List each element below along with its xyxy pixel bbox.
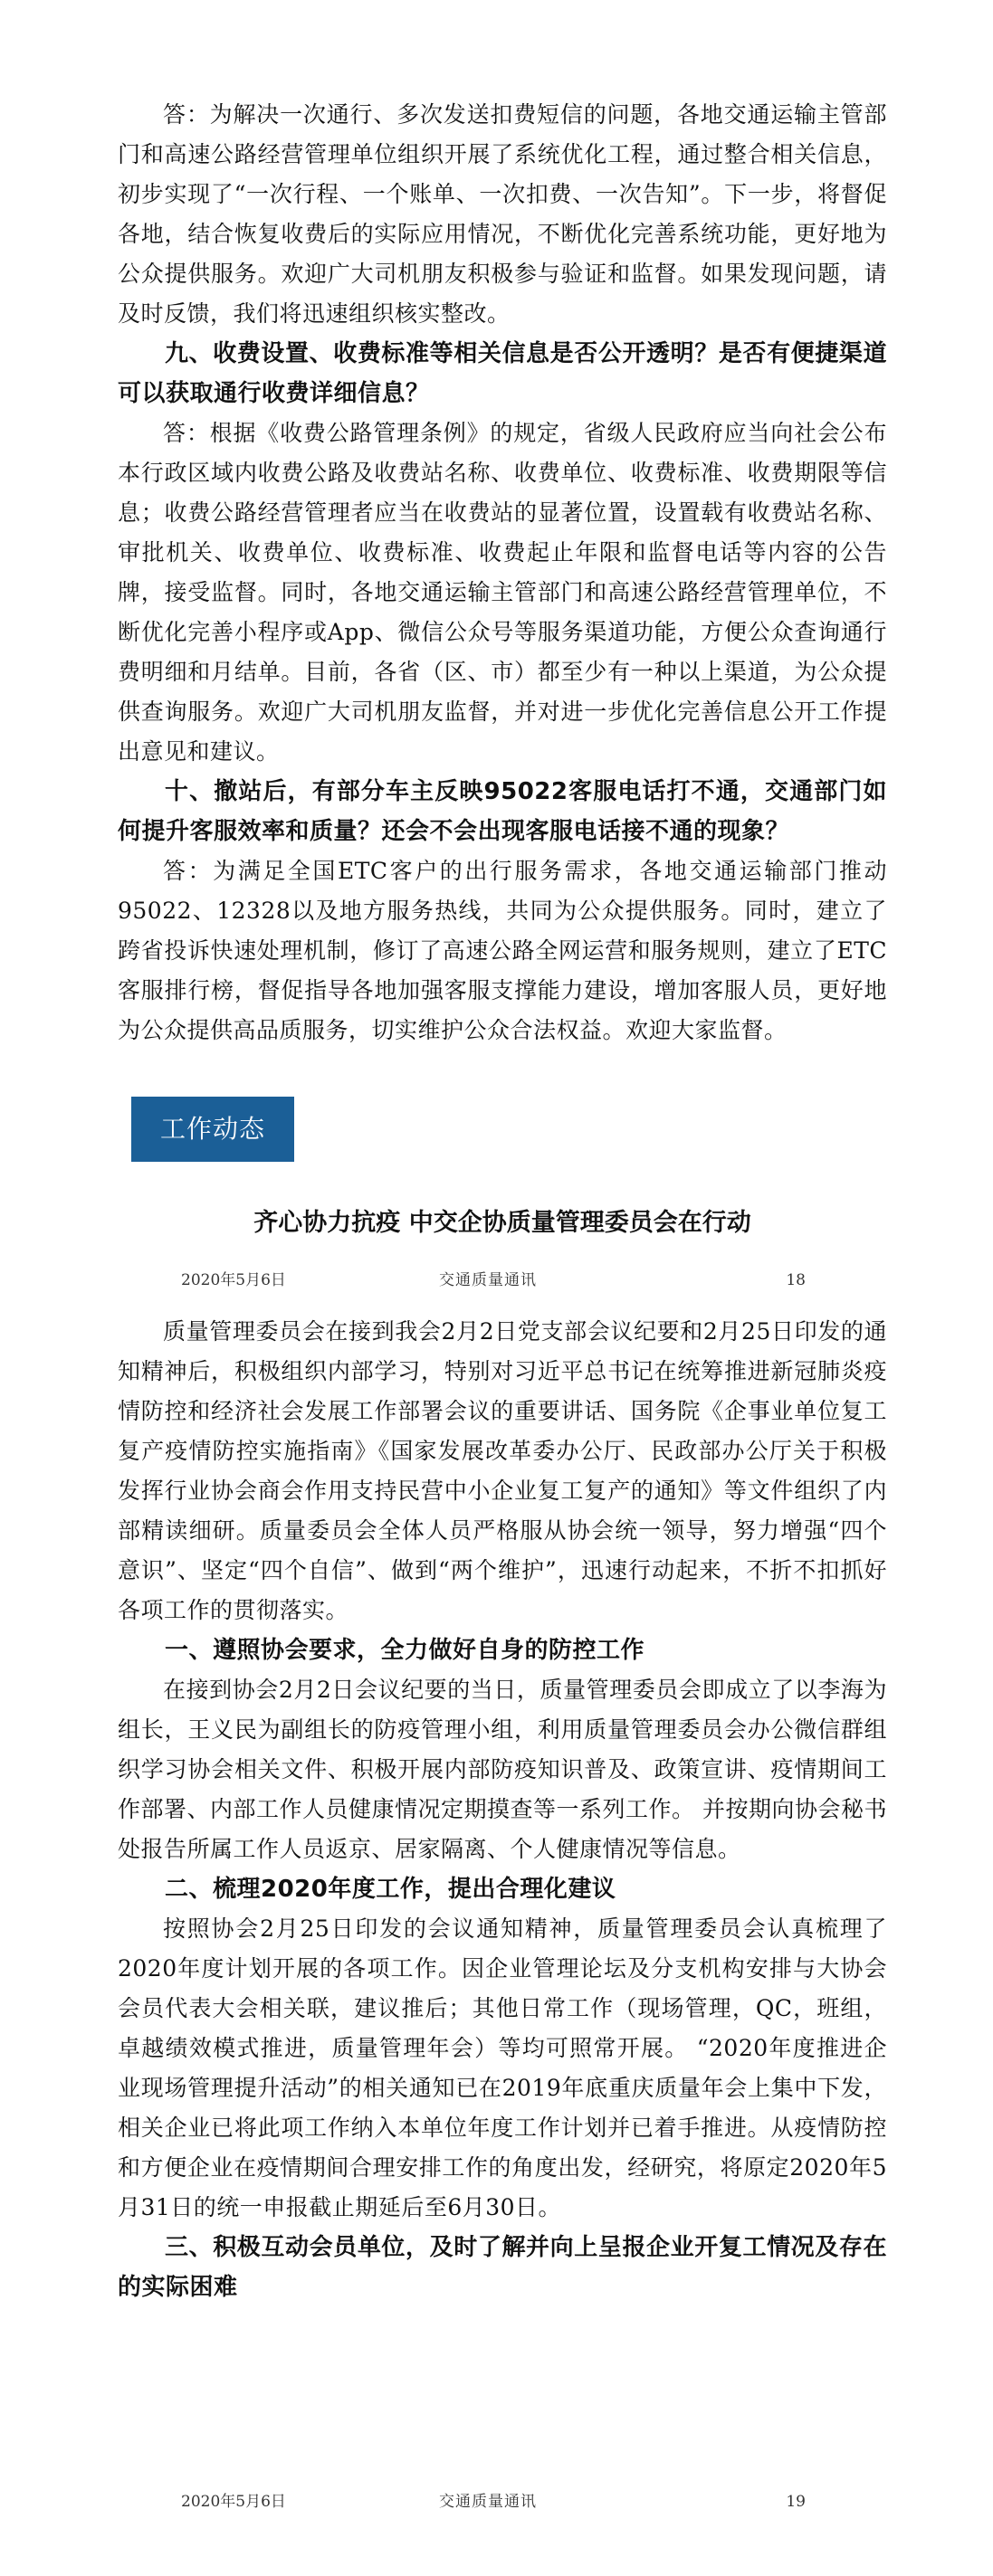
footer-page-number: 19 xyxy=(786,2493,806,2511)
article-paragraph-1: 在接到协会2月2日会议纪要的当日，质量管理委员会即成立了以李海为组长，王义民为副组长的防疫管理小组，利用质量管理委员会办公微信群组织学习协会相关文件、积极开展内部防疫知识普及、政策宣讲、疫情期间工作部署、内部工作人员健康情况定期摸查等一系列工作。 并按期向协会秘书处报告所属工作人员返京、居家隔离、个人健康情况等信息。 xyxy=(118,1677,887,1862)
article-heading-3: 三、积极互动会员单位，及时了解并向上呈报企业开复工情况及存在的实际困难 xyxy=(118,2234,887,2301)
question-9: 九、收费设置、收费标准等相关信息是否公开透明？是否有便捷渠道可以获取通行收费详细信息？ xyxy=(118,340,887,407)
footer-publication: 交通质量通讯 xyxy=(439,1271,537,1289)
footer-page-number: 18 xyxy=(786,1271,806,1289)
article-heading-1: 一、遵照协会要求，全力做好自身的防控工作 xyxy=(165,1637,645,1664)
article-intro: 质量管理委员会在接到我会2月2日党支部会议纪要和2月25日印发的通知精神后，积极组织内部学习，特别对习近平总书记在统筹推进新冠肺炎疫情防控和经济社会发展工作部署会议的重要讲话、国务院《企事业单位复工复产疫情防控实施指南》《国家发展改革委办公厅、民政部办公厅关于积极发挥行业协会商会作用支持民营中小企业复工复产的通知》等文件组织了内部精读细研。质量委员会全体人员严格服从协会统一领导，努力增强“四个意识”、坚定“四个自信”、做到“两个维护”，迅速行动起来，不折不扣抓好各项工作的贯彻落实。 xyxy=(118,1318,887,1623)
question-10: 十、撤站后，有部分车主反映95022客服电话打不通，交通部门如何提升客服效率和质量？还会不会出现客服电话接不通的现象？ xyxy=(118,778,887,845)
answer-9: 答：根据《收费公路管理条例》的规定，省级人民政府应当向社会公布本行政区域内收费公路及收费站名称、收费单位、收费标准、收费期限等信息；收费公路经营管理者应当在收费站的显著位置，设置载有收费站名称、审批机关、收费单位、收费标准、收费起止年限和监督电话等内容的公告牌，接受监督。同时，各地交通运输主管部门和高速公路经营管理单位，不断优化完善小程序或App、微信公众号等服务渠道功能，方便公众查询通行费明细和月结单。目前，各省（区、市）都至少有一种以上渠道，为公众提供查询服务。欢迎广大司机朋友监督，并对进一步优化完善信息公开工作提出意见和建议。 xyxy=(118,420,887,765)
article-paragraph-2: 按照协会2月25日印发的会议通知精神，质量管理委员会认真梳理了2020年度计划开展的各项工作。因企业管理论坛及分支机构安排与大协会会员代表大会相关联，建议推后；其他日常工作（现场管理，QC，班组，卓越绩效模式推进，质量管理年会）等均可照常开展。 “2020年度推进企业现场管理提升活动”的相关通知已在2019年底重庆质量年会上集中下发，相关企业已将此项工作纳入本单位年度工作计划并已着手推进。从疫情防控和方便企业在疫情期间合理安排工作的角度出发，经研究，将原定2020年5月31日的统一申报截止期延后至6月30日。 xyxy=(118,1915,887,2220)
article-title: 齐心协力抗疫 中交企协质量管理委员会在行动 xyxy=(253,1209,751,1237)
article-body xyxy=(118,1312,887,2307)
page-footer-18 xyxy=(181,1267,860,1294)
section-tag: 工作动态 xyxy=(131,1097,294,1162)
footer-date: 2020年5月6日 xyxy=(181,1271,286,1289)
footer-publication: 交通质量通讯 xyxy=(439,2493,537,2511)
qa-section xyxy=(118,95,887,1050)
footer-date: 2020年5月6日 xyxy=(181,2493,286,2511)
answer-10: 答：为满足全国ETC客户的出行服务需求，各地交通运输部门推动95022、12328以及地方服务热线，共同为公众提供服务。同时，建立了跨省投诉快速处理机制，修订了高速公路全网运营和服务规则，建立了ETC客服排行榜，督促指导各地加强客服支撑能力建设，增加客服人员，更好地为公众提供高品质服务，切实维护公众合法权益。欢迎大家监督。 xyxy=(118,858,887,1043)
article-heading-2: 二、梳理2020年度工作，提出合理化建议 xyxy=(165,1876,616,1903)
answer-8: 答：为解决一次通行、多次发送扣费短信的问题，各地交通运输主管部门和高速公路经营管理单位组织开展了系统优化工程，通过整合相关信息，初步实现了“一次行程、一个账单、一次扣费、一次告知”。下一步，将督促各地，结合恢复收费后的实际应用情况，不断优化完善系统功能，更好地为公众提供服务。欢迎广大司机朋友积极参与验证和监督。如果发现问题，请及时反馈，我们将迅速组织核实整改。 xyxy=(118,101,887,327)
page-footer-19 xyxy=(181,2488,860,2515)
